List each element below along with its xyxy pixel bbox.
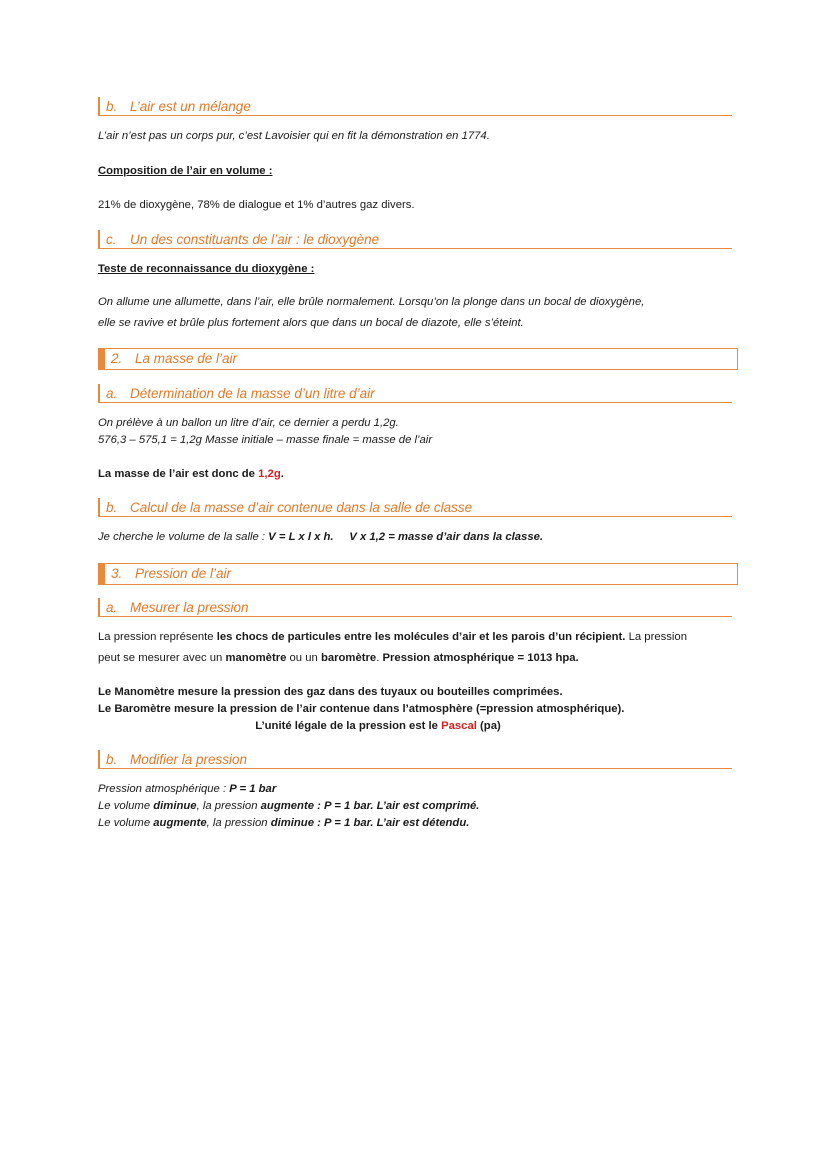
paragraph-calcul-masse: 576,3 – 575,1 = 1,2g Masse initiale – masse finale = masse de l’air bbox=[98, 434, 433, 446]
text-bold: manomètre bbox=[225, 652, 287, 664]
heading-letter: b. bbox=[106, 500, 118, 515]
conclusion-text: La masse de l’air est donc de bbox=[98, 468, 259, 480]
paragraph-pression-line2 bbox=[98, 650, 738, 667]
heading-number: 3. bbox=[111, 566, 123, 581]
text-bold: diminue : P = 1 bar. L’air est détendu. bbox=[270, 817, 470, 829]
text: (pa) bbox=[476, 720, 501, 732]
heading-letter: b. bbox=[106, 99, 118, 114]
paragraph-unite-legale bbox=[98, 718, 658, 735]
heading-title: Un des constituants de l’air : le dioxygène bbox=[130, 232, 380, 247]
label-composition: Composition de l’air en volume : bbox=[98, 165, 273, 177]
heading-title: La masse de l’air bbox=[135, 351, 238, 366]
heading-mesurer-pression bbox=[98, 598, 732, 617]
heading-letter: a. bbox=[106, 386, 118, 401]
text: L’unité légale de la pression est le bbox=[255, 720, 442, 732]
volume-intro: Je cherche le volume de la salle : bbox=[98, 531, 269, 543]
paragraph-ballon: On prélève à un ballon un litre d’air, ce dernier a perdu 1,2g. bbox=[98, 417, 399, 429]
text-bold: augmente : P = 1 bar. L’air est comprimé. bbox=[260, 800, 480, 812]
heading-masse-air bbox=[98, 348, 738, 370]
heading-air-melange bbox=[98, 97, 732, 116]
label-test-dioxygene: Teste de reconnaissance du dioxygène : bbox=[98, 263, 315, 275]
heading-title: Calcul de la masse d’air contenue dans la salle de classe bbox=[130, 500, 473, 515]
masse-formula: V x 1,2 = masse d’air dans la classe. bbox=[349, 531, 544, 543]
paragraph-volume-salle bbox=[98, 529, 738, 546]
heading-letter: a. bbox=[106, 600, 118, 615]
text-bold: les chocs de particules entre les molécules d’air et les parois d’un récipient. bbox=[216, 631, 626, 643]
heading-title: Détermination de la masse d’un litre d’air bbox=[130, 386, 375, 401]
heading-calcul-salle bbox=[98, 498, 732, 517]
heading-title: L’air est un mélange bbox=[130, 99, 251, 114]
heading-title: Mesurer la pression bbox=[130, 600, 249, 615]
heading-letter: b. bbox=[106, 752, 118, 767]
text: Le volume bbox=[98, 800, 154, 812]
text-bold: P = 1 bar bbox=[229, 783, 277, 795]
text-bold: Pression atmosphérique = 1013 hpa. bbox=[382, 652, 579, 664]
text: peut se mesurer avec un bbox=[98, 652, 226, 664]
unit-pascal: Pascal bbox=[441, 720, 477, 732]
heading-modifier-pression bbox=[98, 750, 732, 769]
paragraph-pression-atm bbox=[98, 781, 738, 798]
heading-title: Pression de l’air bbox=[135, 566, 232, 581]
heading-dioxygene bbox=[98, 230, 732, 249]
paragraph-lavoisier: L’air n’est pas un corps pur, c’est Lavoisier qui en fit la démonstration en 1774. bbox=[98, 130, 490, 142]
heading-number: 2. bbox=[111, 351, 123, 366]
heading-letter: c. bbox=[106, 232, 117, 247]
paragraph-barometre: Le Baromètre mesure la pression de l’air contenue dans l’atmosphère (=pression atmosphérique). bbox=[98, 703, 625, 715]
paragraph-manometre: Le Manomètre mesure la pression des gaz dans des tuyaux ou bouteilles comprimées. bbox=[98, 686, 563, 698]
conclusion-value: 1,2g bbox=[258, 468, 281, 480]
paragraph-test-line2: elle se ravive et brûle plus fortement alors que dans un bocal de diazote, elle s’éteint. bbox=[98, 317, 524, 329]
paragraph-test-line1: On allume une allumette, dans l’air, elle brûle normalement. Lorsqu’on la plonge dans un bocal de dioxygène, bbox=[98, 296, 645, 308]
text-bold: baromètre bbox=[320, 652, 377, 664]
paragraph-pression-line1 bbox=[98, 629, 738, 646]
heading-determination bbox=[98, 384, 732, 403]
text-bold: augmente bbox=[153, 817, 207, 829]
paragraph-composition: 21% de dioxygène, 78% de dialogue et 1% d’autres gaz divers. bbox=[98, 199, 415, 211]
text: . bbox=[376, 652, 383, 664]
text: ou un bbox=[286, 652, 321, 664]
volume-formula: V = L x l x h. bbox=[268, 531, 334, 543]
text: Pression atmosphérique : bbox=[98, 783, 230, 795]
text: , la pression bbox=[206, 817, 271, 829]
conclusion-dot: . bbox=[280, 468, 284, 480]
paragraph-compression bbox=[98, 798, 738, 815]
text-bold: diminue bbox=[153, 800, 197, 812]
heading-title: Modifier la pression bbox=[130, 752, 248, 767]
text: La pression représente bbox=[98, 631, 217, 643]
heading-pression-air bbox=[98, 563, 738, 585]
text: , la pression bbox=[196, 800, 261, 812]
text: La pression bbox=[625, 631, 687, 643]
conclusion-masse bbox=[98, 466, 738, 483]
text: Le volume bbox=[98, 817, 154, 829]
paragraph-detente bbox=[98, 815, 738, 832]
